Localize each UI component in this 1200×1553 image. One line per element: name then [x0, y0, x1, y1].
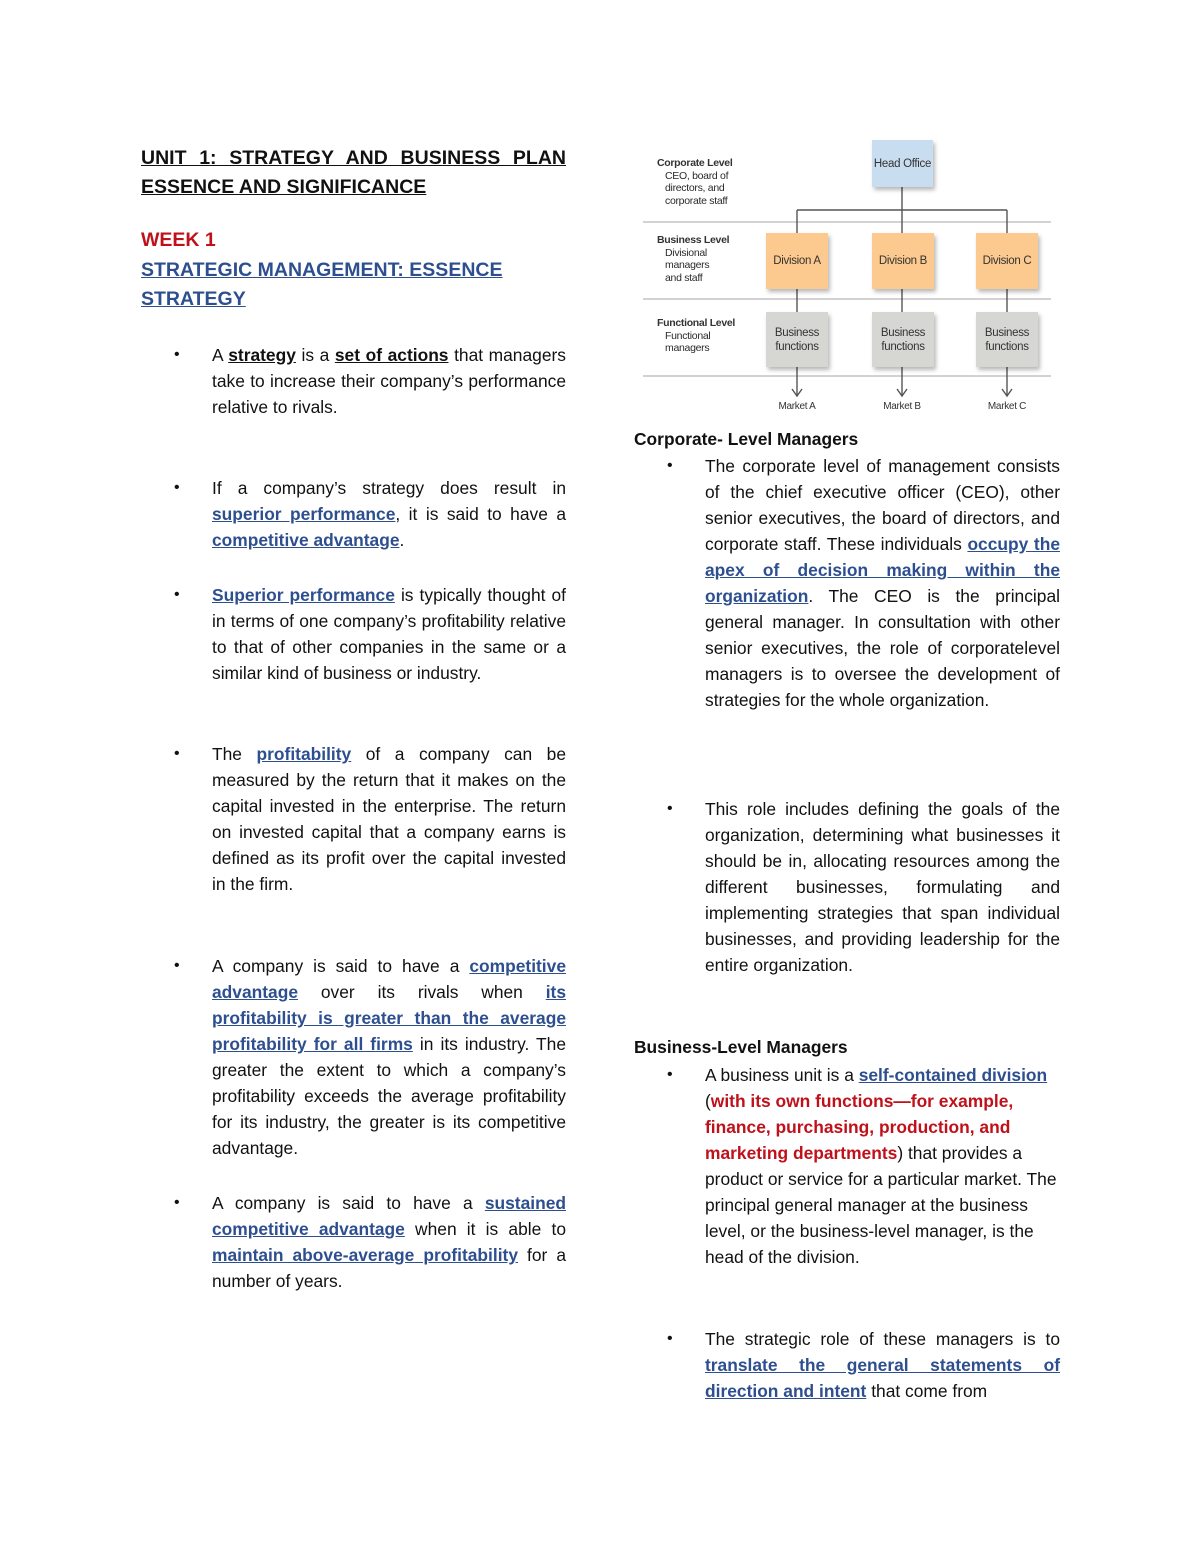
corporate-level-heading: Corporate- Level Managers [634, 429, 859, 449]
business-functions-box: Business functions [766, 312, 828, 367]
head-office-box: Head Office [872, 140, 933, 187]
bullet-icon: • [667, 1066, 673, 1083]
list-item: • If a company’s strategy does result in superior performance, it is said to have a competitive advantage. [212, 475, 566, 553]
org-chart [643, 132, 1055, 424]
page-title: UNIT 1: STRATEGY AND BUSINESS PLAN ESSENCE AND SIGNIFICANCE [141, 147, 566, 198]
term-above-average-profitability: maintain above-average profitability [212, 1245, 519, 1265]
list-item: • The corporate level of management consists of the chief executive officer (CEO), other senior executives, the board of directors, and corporate staff. These individuals occupy the apex of decision making within the organization. The CEO is the principal general manager. In consultation with other senior executives, the role of corporatelevel managers is to oversee the development of strategies for the whole organization. [705, 453, 1060, 713]
term-competitive-advantage: competitive advantage [212, 530, 400, 550]
term-profitability: profitability [256, 744, 352, 764]
list-item: • Superior performance is typically thought of in terms of one company’s profitability relative to that of other companies in the same or a similar kind of business or industry. [212, 582, 566, 686]
list-item: • A strategy is a set of actions that managers take to increase their company’s performance relative to rivals. [212, 342, 566, 420]
term-direction-and-intent: translate the general statements of direction and intent [705, 1355, 1060, 1401]
market-a-label: Market A [778, 401, 816, 412]
business-functions-box: Business functions [872, 312, 934, 367]
bullet-icon: • [174, 957, 180, 974]
division-c-box: Division C [976, 233, 1038, 289]
term-sustained-competitive-advantage: sustained competitive advantage [212, 1193, 566, 1239]
list-item: • The strategic role of these managers is to translate the general statements of direction and intent that come from [705, 1326, 1060, 1404]
market-c-label: Market C [987, 401, 1027, 412]
division-b-box: Division B [872, 233, 934, 289]
list-item: • A company is said to have a sustained competitive advantage when it is able to maintain above-average profitability for a number of years. [212, 1190, 566, 1294]
list-item: • A business unit is a self-contained division (with its own functions—for example, finance, purchasing, production, and marketing departments) that provides a product or service for a particular market. The principal general manager at the business level, or the business-level manager, is the head of the division. [705, 1062, 1060, 1270]
term-greater-profitability: its profitability is greater than the average profitability for all firms [212, 982, 566, 1054]
term-apex-of-decision-making: occupy the apex of decision making within the organization [705, 534, 1060, 606]
bullet-icon: • [174, 479, 180, 496]
functional-level-label: Functional Level Functional managers [657, 317, 736, 354]
section-heading: STRATEGIC MANAGEMENT: ESSENCE STRATEGY [141, 259, 503, 310]
list-item: • This role includes defining the goals of the organization, determining what businesses it should be in, allocating resources among the different businesses, formulating and implementing strategies that span individual businesses, and providing leadership for the entire organization. [705, 796, 1060, 978]
business-level-heading: Business-Level Managers [634, 1037, 848, 1057]
term-self-contained-division: self-contained division [858, 1065, 1048, 1085]
term-superior-performance: Superior performance [212, 585, 395, 605]
business-level-label: Business Level Divisional managers and staff [657, 234, 730, 284]
market-b-label: Market B [883, 401, 921, 412]
bullet-icon: • [174, 586, 180, 603]
term-set-of-actions: set of actions [334, 345, 449, 365]
term-superior-performance: superior performance [212, 504, 396, 524]
week-label: WEEK 1 [141, 229, 216, 251]
highlight-functions: with its own functions—for example, finance, purchasing, production, and marketing departments [705, 1091, 1014, 1163]
bullet-icon: • [667, 1330, 673, 1347]
list-item: • A company is said to have a competitive advantage over its rivals when its profitability is greater than the average profitability for all firms in its industry. The greater the extent to which a company’s profitability exceeds the average profitability for its industry, the greater is its competitive advantage. [212, 953, 566, 1161]
term-strategy: strategy [228, 345, 296, 365]
bullet-icon: • [174, 745, 180, 762]
bullet-icon: • [667, 800, 673, 817]
corporate-level-label: Corporate Level CEO, board of directors, and corporate staff [657, 157, 733, 207]
bullet-icon: • [174, 1194, 180, 1211]
list-item: • The profitability of a company can be measured by the return that it makes on the capital invested in the enterprise. The return on invested capital that a company earns is defined as its profit over the capital invested in the firm. [212, 741, 566, 897]
bullet-icon: • [667, 457, 673, 474]
bullet-icon: • [174, 346, 180, 363]
business-functions-box: Business functions [976, 312, 1038, 367]
term-competitive-advantage: competitive advantage [212, 956, 566, 1002]
division-a-box: Division A [766, 233, 828, 289]
